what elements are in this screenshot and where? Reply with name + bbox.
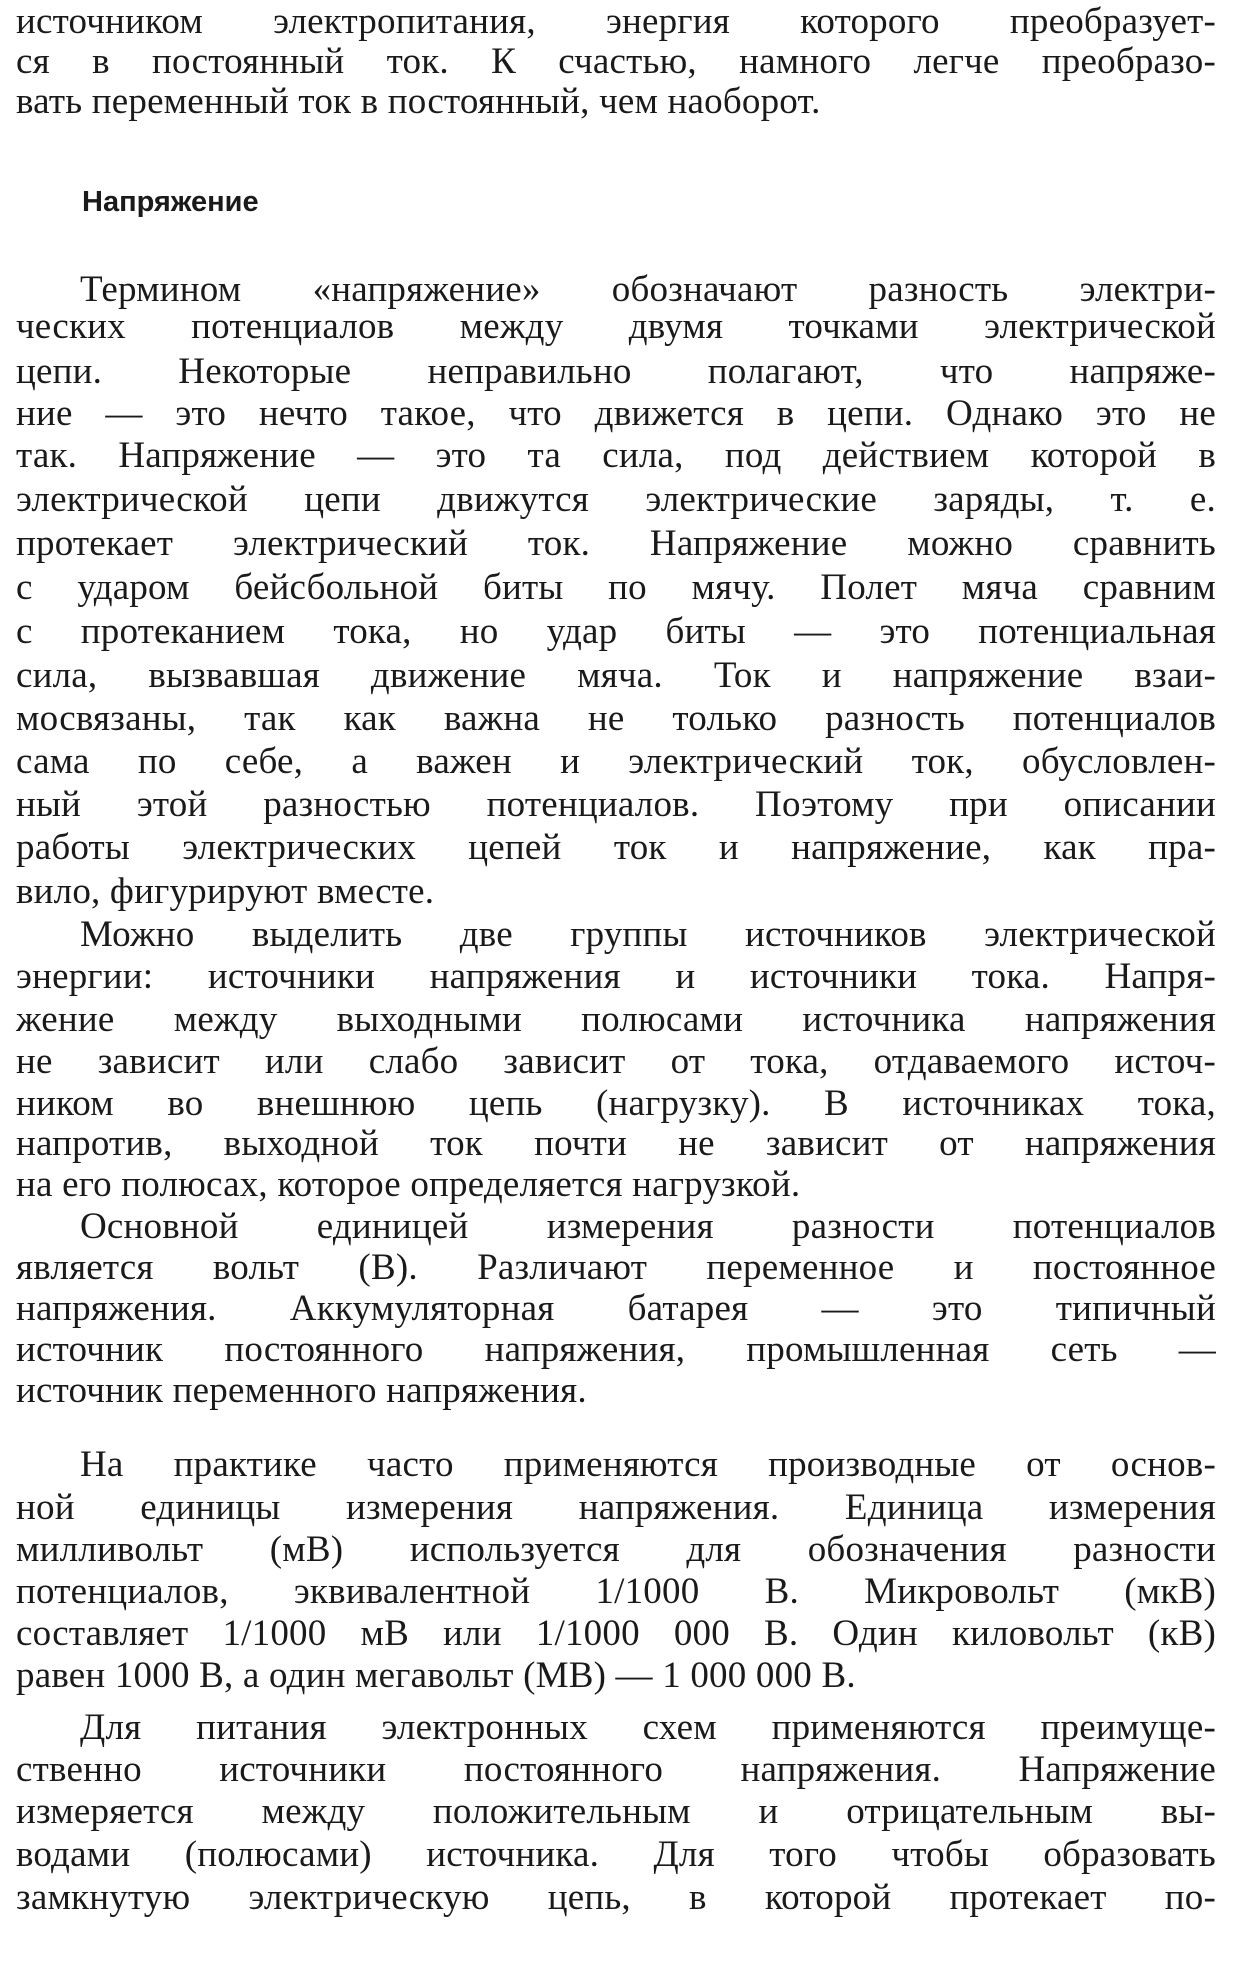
paragraph-5-line: ственно источники постоянного напряжения. Напряжение [16, 1749, 1216, 1790]
paragraph-3-line: источник переменного напряжения. [16, 1370, 587, 1411]
paragraph-1-line: так. Напряжение — это та сила, под действием которой в [16, 435, 1216, 476]
section-heading: Напряжение [82, 186, 259, 218]
paragraph-1-line: с ударом бейсбольной биты по мячу. Полет мяча сравним [16, 567, 1216, 608]
intro-line: вать переменный ток в постоянный, чем наоборот. [16, 81, 821, 122]
paragraph-1-line: сама по себе, а важен и электрический ток, обусловлен- [16, 741, 1216, 782]
paragraph-5-line: измеряется между положительным и отрицательным вы- [16, 1791, 1216, 1832]
paragraph-1-line: электрической цепи движутся электрические заряды, т. е. [16, 479, 1216, 520]
paragraph-4-line: потенциалов, эквивалентной 1/1000 В. Микровольт (мкВ) [16, 1571, 1216, 1612]
intro-line: источником электропитания, энергия которого преобразует- [16, 1, 1216, 42]
paragraph-2-line: напротив, выходной ток почти не зависит от напряжения [16, 1123, 1216, 1164]
paragraph-4-line: составляет 1/1000 мВ или 1/1000 000 В. Один киловольт (кВ) [16, 1613, 1216, 1654]
paragraph-1-line: протекает электрический ток. Напряжение можно сравнить [16, 523, 1216, 564]
paragraph-2-line: энергии: источники напряжения и источники тока. Напря- [16, 956, 1216, 997]
paragraph-1-line: цепи. Некоторые неправильно полагают, что напряже- [16, 351, 1216, 392]
paragraph-1-line: мосвязаны, так как важна не только разность потенциалов [16, 698, 1216, 739]
paragraph-5-line: Для питания электронных схем применяются преимуще- [80, 1707, 1216, 1748]
paragraph-1-line: сила, вызвавшая движение мяча. Ток и напряжение взаи- [16, 655, 1216, 696]
paragraph-4-line: На практике часто применяются производные от основ- [80, 1444, 1216, 1485]
paragraph-4-line: милливольт (мВ) используется для обозначения разности [16, 1529, 1216, 1570]
paragraph-1-line: Термином «напряжение» обозначают разность электри- [80, 269, 1216, 310]
paragraph-2-line: не зависит или слабо зависит от тока, отдаваемого источ- [16, 1041, 1216, 1082]
paragraph-1-line: с протеканием тока, но удар биты — это потенциальная [16, 611, 1216, 652]
paragraph-1-line: работы электрических цепей ток и напряжение, как пра- [16, 827, 1216, 868]
paragraph-3-line: Основной единицей измерения разности потенциалов [80, 1206, 1216, 1247]
intro-line: ся в постоянный ток. К счастью, намного легче преобразо- [16, 41, 1216, 82]
paragraph-1-line: вило, фигурируют вместе. [16, 871, 435, 912]
paragraph-1-line: ный этой разностью потенциалов. Поэтому при описании [16, 784, 1216, 825]
paragraph-3-line: является вольт (В). Различают переменное и постоянное [16, 1247, 1216, 1288]
paragraph-1-line: ческих потенциалов между двумя точками электрической [16, 306, 1216, 347]
paragraph-4-line: равен 1000 В, а один мегавольт (МВ) — 1 000 000 В. [16, 1655, 856, 1696]
paragraph-3-line: источник постоянного напряжения, промышленная сеть — [16, 1329, 1216, 1370]
paragraph-5-line: водами (полюсами) источника. Для того чтобы образовать [16, 1834, 1216, 1875]
paragraph-2-line: жение между выходными полюсами источника напряжения [16, 999, 1216, 1040]
paragraph-1-line: ние — это нечто такое, что движется в цепи. Однако это не [16, 393, 1216, 434]
paragraph-3-line: напряжения. Аккумуляторная батарея — это типичный [16, 1288, 1216, 1329]
paragraph-2-line: на его полюсах, которое определяется нагрузкой. [16, 1164, 801, 1205]
paragraph-2-line: ником во внешнюю цепь (нагрузку). В источниках тока, [16, 1083, 1216, 1124]
paragraph-4-line: ной единицы измерения напряжения. Единица измерения [16, 1487, 1216, 1528]
paragraph-2-line: Можно выделить две группы источников электрической [80, 914, 1216, 955]
paragraph-5-line: замкнутую электрическую цепь, в которой протекает по- [16, 1877, 1216, 1918]
